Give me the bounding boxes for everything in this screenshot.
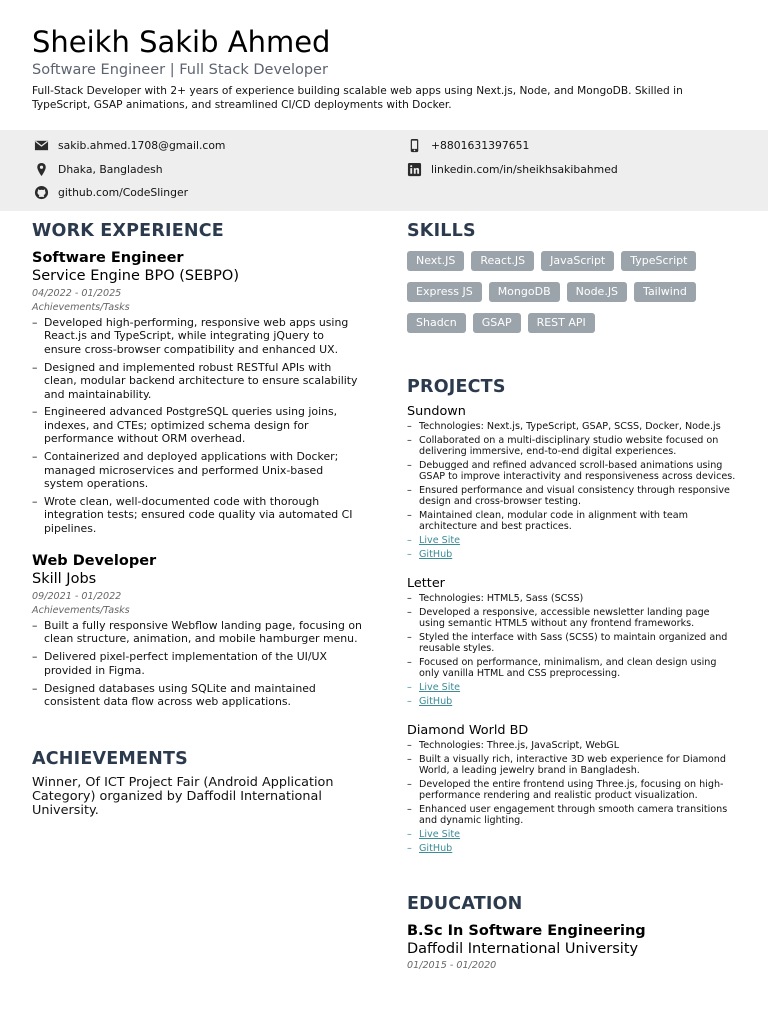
project-bullets (407, 593, 737, 707)
job-bullet: – Developed high-performing, responsive web apps using React.js and TypeScript, while integrating jQuery to ensure cross-browser compatibility and enhanced UX. (32, 316, 362, 356)
job-company: Skill Jobs (32, 571, 97, 587)
github-icon (34, 185, 49, 200)
project-bullet: – Developed a responsive, accessible newsletter landing page using semantic HTML5 without any frontend frameworks. (407, 607, 737, 629)
job-company: Service Engine BPO (SEBPO) (32, 268, 240, 284)
project-bullet: – Technologies: HTML5, Sass (SCSS) (407, 593, 737, 604)
job-bullets (32, 619, 362, 708)
live-site-link[interactable]: – Live Site (407, 829, 737, 840)
education-school: Daffodil International University (407, 941, 639, 957)
job-entry (32, 250, 362, 540)
contact-location-text: Dhaka, Bangladesh (58, 163, 163, 176)
skill-tag: JavaScript (541, 251, 614, 271)
contact-linkedin[interactable] (407, 162, 618, 177)
candidate-subtitle: Software Engineer | Full Stack Developer (32, 62, 328, 78)
project-entry (407, 576, 737, 710)
skill-tag: GSAP (473, 313, 521, 333)
contact-github-text: github.com/CodeSlinger (58, 186, 189, 199)
skills-list (407, 251, 737, 344)
job-dates: 04/2022 - 01/2025 (32, 288, 122, 299)
skill-row (407, 251, 737, 271)
contact-github[interactable] (34, 185, 188, 200)
live-site-link[interactable]: – Live Site (407, 682, 737, 693)
skills-heading: SKILLS (407, 221, 476, 241)
job-title: Web Developer (32, 553, 157, 569)
job-entry (32, 553, 362, 713)
education-degree: B.Sc In Software Engineering (407, 923, 646, 939)
job-dates: 09/2021 - 01/2022 (32, 591, 122, 602)
project-bullets (407, 421, 737, 560)
job-bullet: – Wrote clean, well-documented code with thorough integration tests; ensured code quality via automated CI pipelines. (32, 495, 362, 535)
skill-tag: MongoDB (489, 282, 560, 302)
linkedin-icon (407, 162, 422, 177)
contact-linkedin-text: linkedin.com/in/sheikhsakibahmed (431, 163, 618, 176)
project-bullet: – Styled the interface with Sass (SCSS) to maintain organized and reusable styles. (407, 632, 737, 654)
project-bullet: – Debugged and refined advanced scroll-based animations using GSAP to improve interactivity and responsiveness across devices. (407, 460, 737, 482)
contact-band (0, 130, 768, 211)
education-entry (407, 922, 737, 971)
candidate-name: Sheikh Sakib Ahmed (32, 25, 331, 59)
skill-tag: REST API (528, 313, 595, 333)
project-bullets (407, 740, 737, 854)
education-dates: 01/2015 - 01/2020 (407, 960, 497, 971)
job-bullets (32, 316, 362, 535)
location-pin-icon (34, 162, 49, 177)
project-bullet: – Enhanced user engagement through smooth camera transitions and dynamic lighting. (407, 804, 737, 826)
skill-tag: React.JS (471, 251, 534, 271)
envelope-icon (34, 138, 49, 153)
resume-header (32, 24, 742, 112)
project-bullet: – Collaborated on a multi-disciplinary studio website focused on delivering immersive, end-to-end digital experiences. (407, 435, 737, 457)
achievements-heading: ACHIEVEMENTS (32, 749, 188, 769)
contact-phone-text: +8801631397651 (431, 139, 530, 152)
education-heading: EDUCATION (407, 894, 523, 914)
project-name: Sundown (407, 404, 466, 419)
achievement-text: Winner, Of ICT Project Fair (Android Application Category) organized by Daffodil International University. (32, 775, 334, 818)
work-experience-heading: WORK EXPERIENCE (32, 221, 224, 241)
project-bullet: – Developed the entire frontend using Three.js, focusing on high-performance rendering and realistic product visualization. (407, 779, 737, 801)
job-bullet: – Engineered advanced PostgreSQL queries using joins, indexes, and CTEs; optimized schema design for performance without ORM overhead. (32, 405, 362, 445)
skill-tag: Next.JS (407, 251, 464, 271)
job-bullet: – Delivered pixel-perfect implementation of the UI/UX provided in Figma. (32, 650, 362, 677)
skill-tag: Tailwind (634, 282, 696, 302)
skill-tag: Node.JS (567, 282, 627, 302)
contact-location (34, 162, 163, 177)
phone-icon (407, 138, 422, 153)
live-site-link[interactable]: – Live Site (407, 535, 737, 546)
job-bullet: – Designed and implemented robust RESTful APIs with clean, modular backend architecture to ensure scalability and maintainability. (32, 361, 362, 401)
contact-email[interactable] (34, 138, 225, 153)
job-bullet: – Containerized and deployed applications with Docker; managed microservices and performed Unix-based system operations. (32, 450, 362, 490)
contact-phone[interactable] (407, 138, 529, 153)
job-bullet: – Built a fully responsive Webflow landing page, focusing on clean structure, animation, and mobile hamburger menu. (32, 619, 362, 646)
project-entry (407, 723, 737, 857)
skill-tag: TypeScript (621, 251, 696, 271)
github-link[interactable]: – GitHub (407, 843, 737, 854)
project-bullet: – Built a visually rich, interactive 3D web experience for Diamond World, a leading jewelry brand in Bangladesh. (407, 754, 737, 776)
github-link[interactable]: – GitHub (407, 696, 737, 707)
project-entry (407, 404, 737, 563)
github-link[interactable]: – GitHub (407, 549, 737, 560)
summary-text: Full-Stack Developer with 2+ years of experience building scalable web apps using Next.js, Node, and MongoDB. Skilled in TypeScript, GSAP animations, and streamlined CI/CD deployments with Docker. (32, 85, 683, 111)
project-bullet: – Maintained clean, modular code in alignment with team architecture and best practices. (407, 510, 737, 532)
skill-tag: Express JS (407, 282, 482, 302)
project-bullet: – Technologies: Three.js, JavaScript, WebGL (407, 740, 737, 751)
job-subheading: Achievements/Tasks (32, 302, 130, 313)
skill-row (407, 313, 737, 333)
project-bullet: – Technologies: Next.js, TypeScript, GSAP, SCSS, Docker, Node.js (407, 421, 737, 432)
project-bullet: – Focused on performance, minimalism, and clean design using only vanilla HTML and CSS preprocessing. (407, 657, 737, 679)
project-name: Diamond World BD (407, 723, 529, 738)
job-subheading: Achievements/Tasks (32, 605, 130, 616)
skill-row (407, 282, 737, 302)
project-bullet: – Ensured performance and visual consistency through responsive design and cross-browser testing. (407, 485, 737, 507)
skill-tag: Shadcn (407, 313, 466, 333)
job-bullet: – Designed databases using SQLite and maintained consistent data flow across web applications. (32, 682, 362, 709)
contact-email-text: sakib.ahmed.1708@gmail.com (58, 139, 226, 152)
projects-heading: PROJECTS (407, 377, 506, 397)
project-name: Letter (407, 576, 445, 591)
job-title: Software Engineer (32, 250, 184, 266)
